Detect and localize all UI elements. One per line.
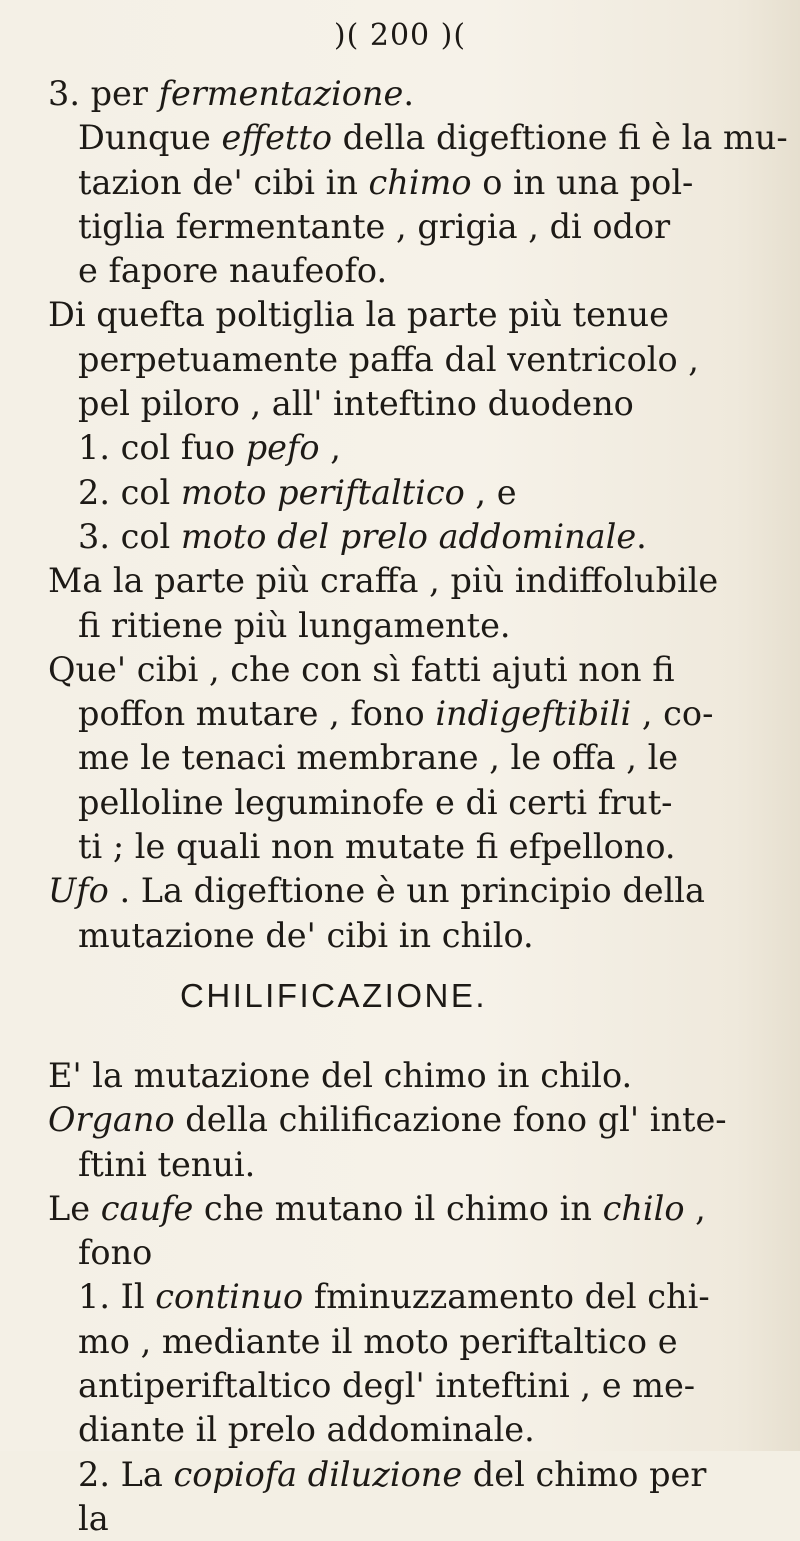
- text-span: 2. La: [78, 1454, 174, 1494]
- text-line: [48, 1187, 768, 1231]
- text-span: della chilificazione fono gl' inte-: [174, 1100, 727, 1140]
- text-span: fi ritiene più lungamente.: [78, 605, 511, 645]
- text-line: [48, 781, 768, 825]
- text-line: [48, 1364, 768, 1408]
- italic-span: pefo: [245, 428, 320, 468]
- text-span: diante il prelo addominale.: [78, 1410, 535, 1450]
- text-span: ,: [684, 1188, 706, 1228]
- text-span: la: [78, 1498, 109, 1538]
- text-span: pelloline leguminofe e di certi frut-: [78, 782, 673, 822]
- text-span: 1. col fuo: [78, 428, 246, 468]
- text-span: pel piloro , all' inteftino duodeno: [78, 384, 634, 424]
- text-line: [48, 1497, 768, 1541]
- italic-span: Ufo: [48, 871, 109, 911]
- text-span: del chimo per: [462, 1454, 707, 1494]
- text-span: della digeftione fi è la mu-: [332, 118, 788, 158]
- text-line: [48, 515, 768, 559]
- italic-span: copiofa diluzione: [173, 1454, 463, 1494]
- text-line: [48, 1408, 768, 1452]
- text-span: . La digeftione è un principio della: [108, 871, 705, 911]
- text-span: o in una pol-: [471, 162, 694, 202]
- text-span: Di quefta poltiglia la parte più tenue: [48, 295, 669, 335]
- text-line: [48, 1098, 768, 1142]
- text-span: mo , mediante il moto periftaltico e: [78, 1321, 678, 1361]
- text-line: [48, 604, 768, 648]
- italic-span: moto del prelo addominale: [180, 516, 637, 556]
- text-span: antiperiftaltico degl' inteftini , e me-: [78, 1366, 696, 1406]
- text-span: perpetuamente paffa dal ventricolo ,: [78, 339, 699, 379]
- text-line: [48, 426, 768, 470]
- text-span: ftini tenui.: [78, 1144, 256, 1184]
- text-span: , e: [464, 472, 517, 512]
- text-span: tiglia fermentante , grigia , di odor: [78, 206, 671, 246]
- italic-span: moto periftaltico: [180, 472, 465, 512]
- text-line: [48, 1320, 768, 1364]
- text-span: , co-: [631, 694, 714, 734]
- text-span: tazion de' cibi in: [78, 162, 369, 202]
- text-line: [48, 72, 768, 116]
- text-span: fono: [78, 1233, 153, 1273]
- italic-span: indigeftibili: [435, 694, 632, 734]
- text-span: 2. col: [78, 472, 181, 512]
- text-line: [48, 1054, 768, 1098]
- text-line: [48, 249, 768, 293]
- text-line: [48, 1143, 768, 1187]
- text-line: [48, 869, 768, 913]
- text-line: [48, 559, 768, 603]
- italic-span: fermentazione: [158, 74, 404, 113]
- paragraph-chilification: [48, 1054, 768, 1541]
- text-span: 3. per: [48, 74, 159, 113]
- text-line: [48, 736, 768, 780]
- text-line: [48, 1231, 768, 1275]
- text-line: [48, 648, 768, 692]
- text-line: [48, 471, 768, 515]
- text-span: E' la mutazione del chimo in chilo.: [48, 1055, 633, 1095]
- text-span: me le tenaci membrane , le offa , le: [78, 738, 679, 778]
- italic-span: chilo: [602, 1188, 685, 1228]
- text-span: 3. col: [78, 516, 181, 556]
- text-line: [48, 161, 768, 205]
- text-line: [48, 338, 768, 382]
- page-body: [48, 72, 788, 1541]
- text-span: ti ; le quali non mutate fi efpellono.: [78, 827, 676, 867]
- text-span: mutazione de' cibi in chilo.: [78, 915, 534, 955]
- text-line: [48, 825, 768, 869]
- text-line: [48, 914, 768, 958]
- text-span: .: [403, 74, 414, 113]
- text-line: [48, 692, 768, 736]
- section-heading: CHILIFICAZIONE.: [180, 976, 488, 1014]
- paragraph-fermentation: [48, 72, 788, 958]
- text-span: Ma la parte più craffa , più indiffolubile: [48, 561, 719, 601]
- text-span: poffon mutare , fono: [78, 694, 436, 734]
- italic-span: Organo: [48, 1100, 175, 1140]
- italic-span: effetto: [221, 118, 332, 158]
- italic-span: continuo: [155, 1277, 304, 1317]
- text-span: 1. Il: [78, 1277, 156, 1317]
- text-span: e fapore naufeofo.: [78, 251, 388, 291]
- text-span: .: [636, 516, 647, 556]
- text-line: [48, 116, 788, 160]
- text-line: [48, 293, 768, 337]
- text-span: Que' cibi , che con sì fatti ajuti non fi: [48, 649, 675, 689]
- text-line: [48, 1275, 768, 1319]
- italic-span: caufe: [100, 1188, 194, 1228]
- text-span: fminuzzamento del chi-: [303, 1277, 710, 1317]
- text-span: Dunque: [78, 118, 222, 158]
- text-span: Le: [48, 1188, 101, 1228]
- text-line: [48, 1453, 768, 1497]
- text-line: [48, 205, 768, 249]
- text-span: che mutano il chimo in: [193, 1188, 603, 1228]
- italic-span: chimo: [368, 162, 472, 202]
- text-span: ,: [319, 428, 341, 468]
- page-number-header: )( 200 )(: [333, 18, 467, 53]
- text-line: [48, 382, 768, 426]
